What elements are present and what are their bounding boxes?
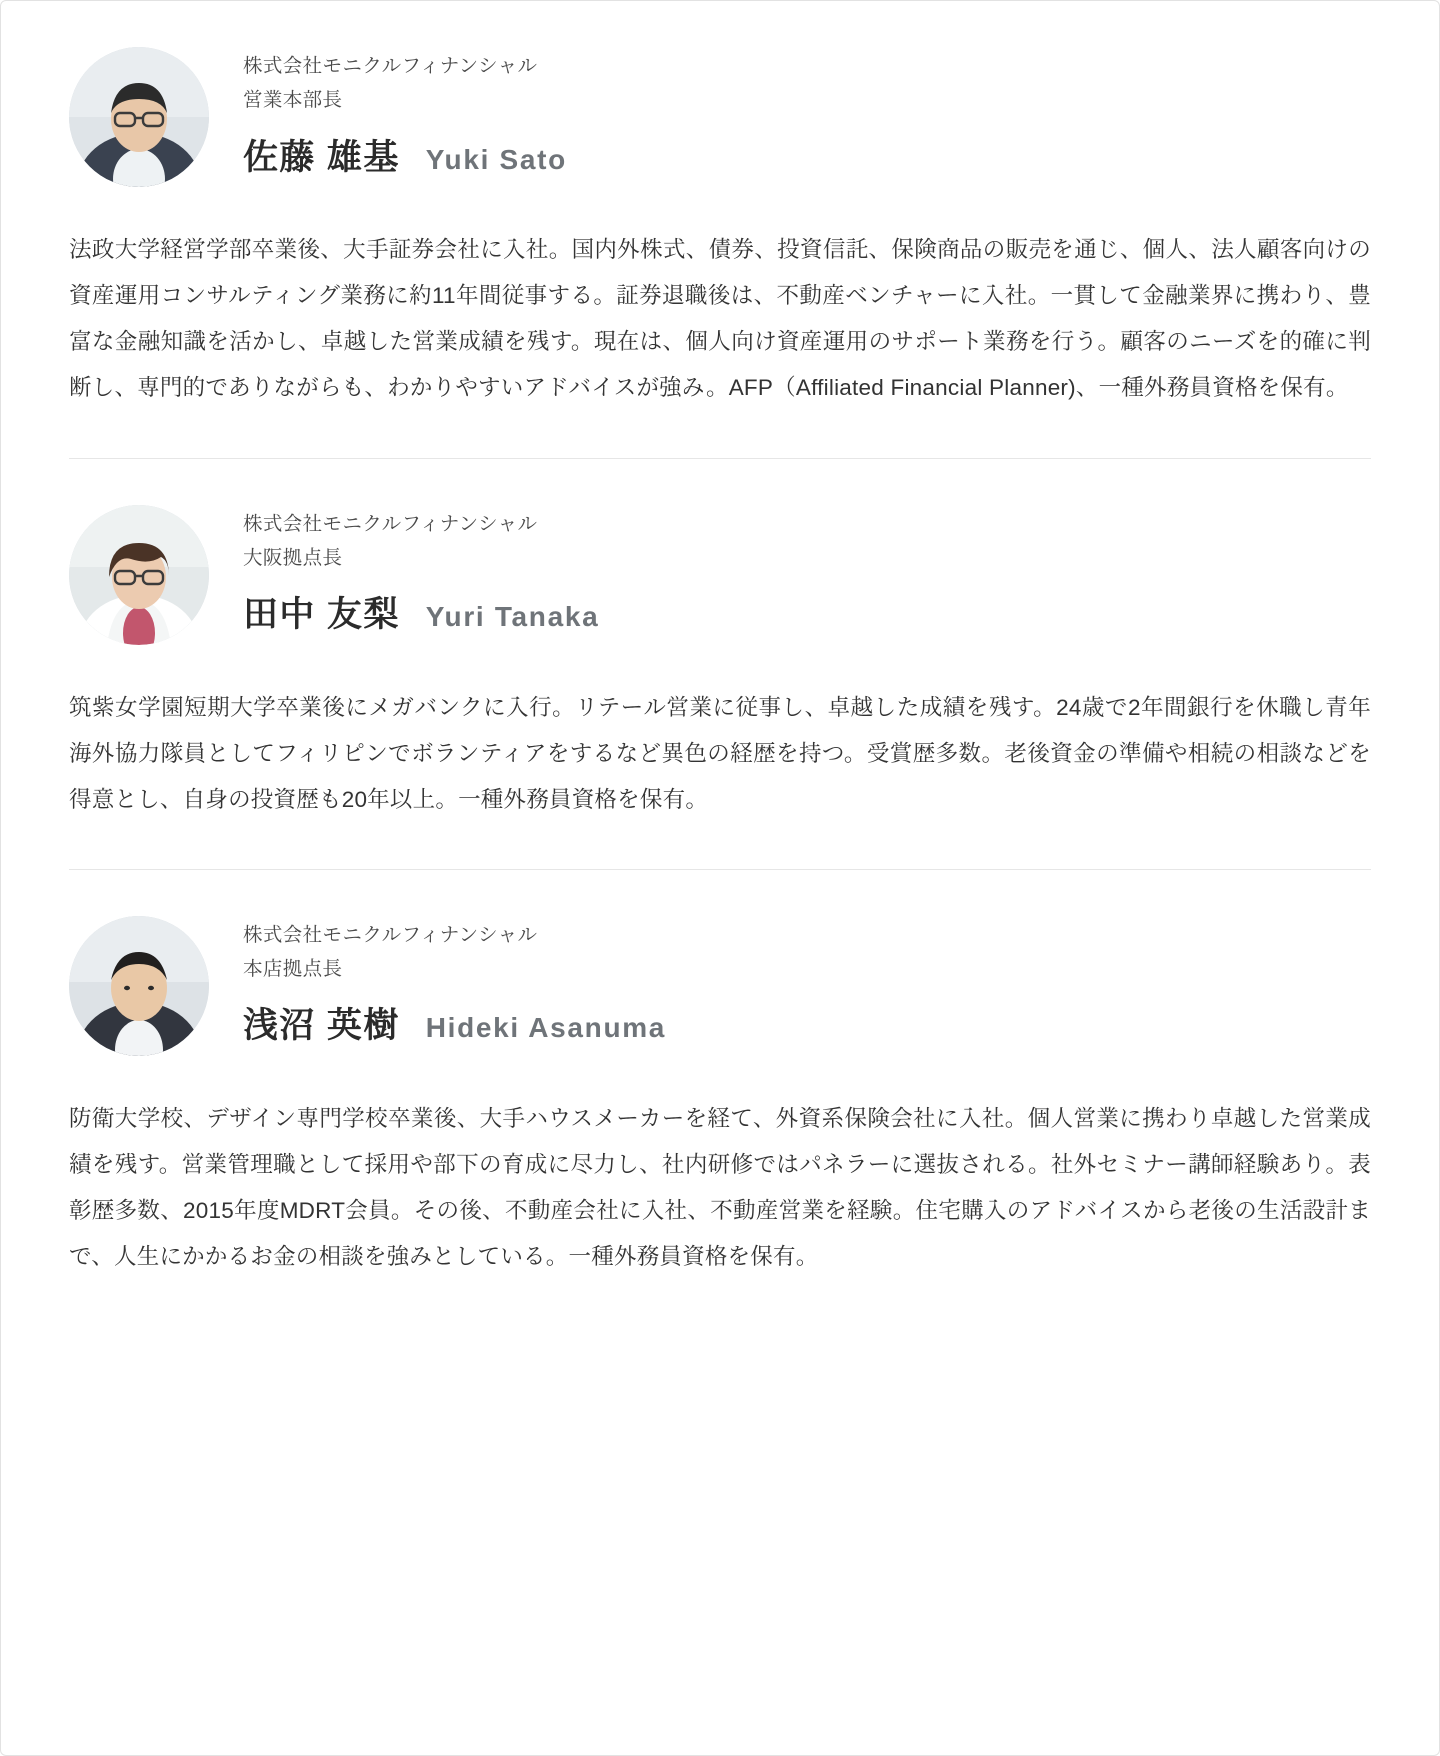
profile-card (69, 459, 1371, 823)
name-row (243, 130, 567, 180)
job-title: 大阪拠点長 (243, 546, 343, 569)
profile-meta (243, 50, 567, 183)
profile-bio: 防衛大学校、デザイン専門学校卒業後、大手ハウスメーカーを経て、外資系保険会社に入社。個人営業に携わり卓越した営業成績を残す。営業管理職として採用や部下の育成に尽力し、社内研修ではパネラーに選抜される。社外セミナー講師経験あり。表彰歴多数、2015年度MDRT会員。その後、不動産会社に入社、不動産営業を経験。住宅購入のアドバイスから老後の生活設計まで、人生にかかるお金の相談を強みとしている。一種外務員資格を保有。 (69, 1105, 1371, 1270)
profile-header (69, 47, 1371, 187)
name-english: Yuki Sato (425, 143, 567, 175)
profile-meta (243, 919, 666, 1052)
avatar (69, 916, 209, 1056)
name-row (243, 587, 599, 637)
name-japanese: 浅沼 英樹 (243, 1006, 400, 1046)
name-english: Hideki Asanuma (425, 1012, 667, 1044)
company-name: 株式会社モニクルフィナンシャル (243, 924, 538, 947)
name-japanese: 田中 友梨 (243, 595, 400, 635)
name-english: Yuri Tanaka (425, 601, 600, 633)
profile-bio: 筑紫女学園短期大学卒業後にメガバンクに入行。リテール営業に従事し、卓越した成績を残す。24歳で2年間銀行を休職し青年海外協力隊員としてフィリピンでボランティアをするなど異色の経歴を持つ。受賞歴多数。老後資金の準備や相続の相談などを得意とし、自身の投資歴も20年以上。一種外務員資格を保有。 (69, 694, 1371, 812)
company-name: 株式会社モニクルフィナンシャル (243, 512, 538, 535)
job-title: 本店拠点長 (243, 957, 343, 980)
avatar (69, 505, 209, 645)
profile-bio: 法政大学経営学部卒業後、大手証券会社に入社。国内外株式、債券、投資信託、保険商品の販売を通じ、個人、法人顧客向けの資産運用コンサルティング業務に約11年間従事する。証券退職後は、不動産ベンチャーに入社。一貫して金融業界に携わり、豊富な金融知識を活かし、卓越した営業成績を残す。現在は、個人向け資産運用のサポート業務を行う。顧客のニーズを的確に判断し、専門的でありながらも、わかりやすいアドバイスが強み。AFP（Affiliated Financial Planner)、一種外務員資格を保有。 (69, 237, 1371, 401)
profile-header (69, 916, 1371, 1056)
profile-header (69, 505, 1371, 645)
profile-meta (243, 508, 599, 641)
avatar (69, 47, 209, 187)
name-japanese: 佐藤 雄基 (243, 137, 400, 177)
job-title: 営業本部長 (243, 89, 343, 111)
name-row (243, 998, 666, 1048)
company-name: 株式会社モニクルフィナンシャル (243, 55, 538, 78)
profile-card (69, 1, 1371, 412)
profile-card (69, 870, 1371, 1281)
bottom-spacer (69, 1303, 1371, 1373)
